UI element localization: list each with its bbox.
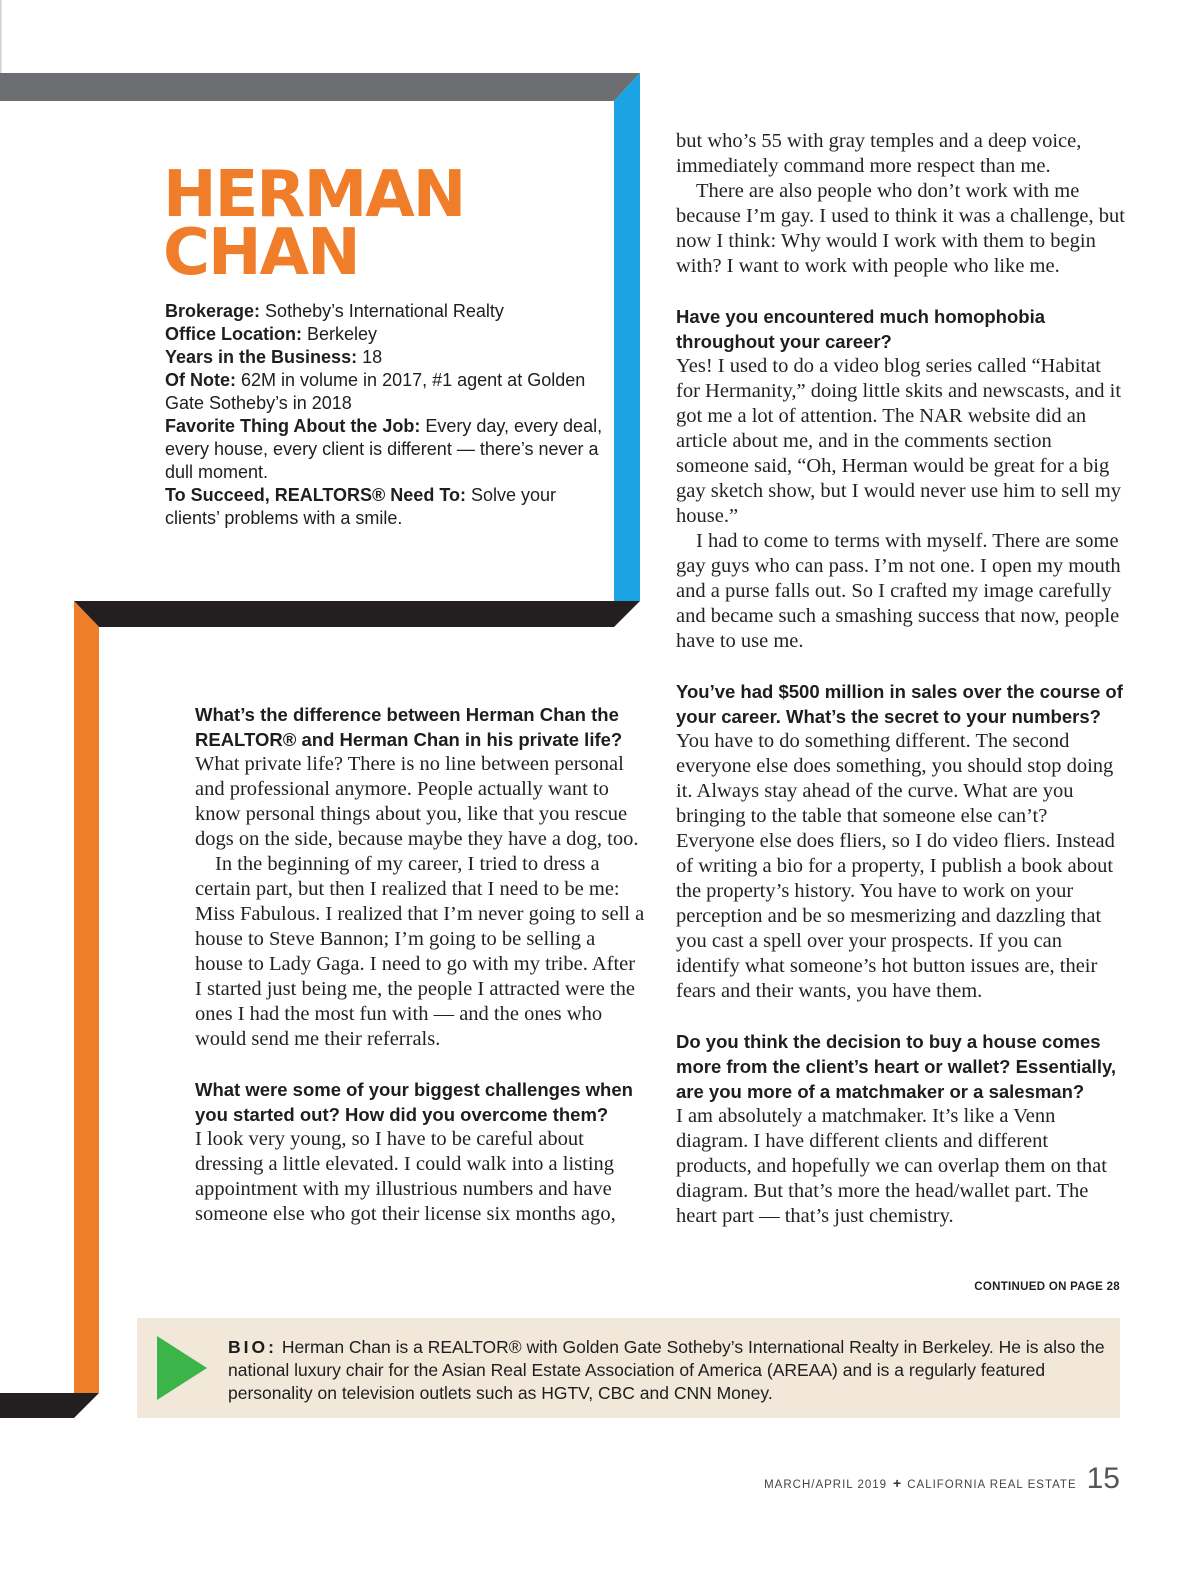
answer-paragraph: What private life? There is no line between personal and professional anymore. People actually want to know personal things about you, like that you rescue dogs on the side, because maybe they have a dog, too. [195,753,639,850]
continued-link[interactable]: CONTINUED ON PAGE 28 [974,1281,1120,1293]
top-gray-bar [0,73,640,101]
fact-years: Years in the Business: 18 [165,347,383,367]
middle-dark-bar [74,601,640,627]
agent-name-line1: HERMAN [163,158,465,232]
left-column [195,702,647,1227]
fact-of-note: Of Note: 62M in volume in 2017, #1 agent at Golden Gate Sotheby’s in 2018 [165,370,586,413]
answer-paragraph: There are also people who don’t work with me because I’m gay. I used to think it was a challenge, but now I think: Why would I work with them to begin with? I want to work with people who like me. [676,180,1125,277]
bottom-dark-bar [0,1393,99,1418]
answer-paragraph: I had to come to terms with myself. There are some gay guys who can pass. I’m not one. I open my mouth and a purse falls out. So I crafted my image carefully and became such a smashing success that now, people have to use me. [676,530,1121,652]
publication-name: CALIFORNIA REAL ESTATE [907,1479,1077,1491]
agent-name [163,158,465,290]
question-heading: Do you think the decision to buy a house comes more from the client’s heart or wallet? Essentially, are you more of a matchmaker or a salesman? [676,1031,1117,1102]
answer-paragraph: You have to do something different. The second everyone else does something, you should stop doing it. Always stay ahead of the curve. What are you bringing to the table that someone else can’t? Everyone else does fliers, so I do video fliers. Instead of writing a bio for a property, I publish a book about the property’s history. You have to work on your perception and be so mesmerizing and dazzling that you cast a spell over your prospects. If you can identify what someone’s hot button issues are, their fears and their wants, you have them. [676,730,1115,1002]
answer-paragraph: I look very young, so I have to be careful about dressing a little elevated. I could walk into a listing appointment with my illustrious numbers and have someone else who got their license six months ago, [195,1128,616,1225]
bio-text [228,1336,1108,1405]
agent-name-line2: CHAN [163,216,359,290]
question-heading: Have you encountered much homophobia throughout your career? [676,306,1046,352]
left-orange-bar [74,601,99,1393]
profile-facts [165,300,605,530]
answer-paragraph: but who’s 55 with gray temples and a deep voice, immediately command more respect than me. [676,130,1082,177]
answer-paragraph: I am absolutely a matchmaker. It’s like a Venn diagram. I have different clients and different products, and hopefully we can overlap them on that diagram. But that’s more the head/wallet part. The heart part — that’s just chemistry. [676,1105,1107,1227]
fact-favorite-thing: Favorite Thing About the Job: Every day, every deal, every house, every client is different — there’s never a dull moment. [165,416,603,482]
plus-separator: + [893,1475,902,1491]
fact-brokerage: Brokerage: Sotheby’s International Realty [165,301,504,321]
bio-label: BIO: [228,1337,277,1357]
fact-to-succeed: To Succeed, REALTORS® Need To: Solve your clients’ problems with a smile. [165,485,557,528]
bio-box [137,1318,1120,1418]
bio-body: Herman Chan is a REALTOR® with Golden Gate Sotheby’s International Realty in Berkeley. He is also the national luxury chair for the Asian Real Estate Association of America (AREAA) and is a regularly featured personality on television outlets such as HGTV, CBC and CNN Money. [228,1337,1105,1403]
page-number: 15 [1086,1462,1120,1495]
right-column [676,129,1128,1229]
question-heading: What’s the difference between Herman Chan the REALTOR® and Herman Chan in his private life? [195,704,623,750]
issue-date: MARCH/APRIL 2019 [764,1479,888,1491]
answer-paragraph: In the beginning of my career, I tried to dress a certain part, but then I realized that I need to be me: Miss Fabulous. I realized that I’m never going to sell a house to Steve Bannon; I’m going to be selling a house to Lady Gaga. I need to go with my tribe. After I started just being me, the people I attracted were the ones I had the most fun with — and the ones who would send me their referrals. [195,853,645,1050]
question-heading: You’ve had $500 million in sales over the course of your career. What’s the secret to your numbers? [676,681,1123,727]
play-triangle-icon [157,1336,209,1400]
question-heading: What were some of your biggest challenges when you started out? How did you overcome them? [195,1079,633,1125]
left-hairline [0,0,2,73]
answer-paragraph: Yes! I used to do a video blog series called “Habitat for Hermanity,” doing little skits and newscasts, and it got me a lot of attention. The NAR website did an article about me, and in the comments section someone said, “Oh, Herman would be great for a big gay sketch show, but I would never use him to sell my house.” [676,355,1122,527]
right-blue-bar [614,73,640,601]
fact-office-location: Office Location: Berkeley [165,324,378,344]
page-footer [764,1462,1120,1496]
